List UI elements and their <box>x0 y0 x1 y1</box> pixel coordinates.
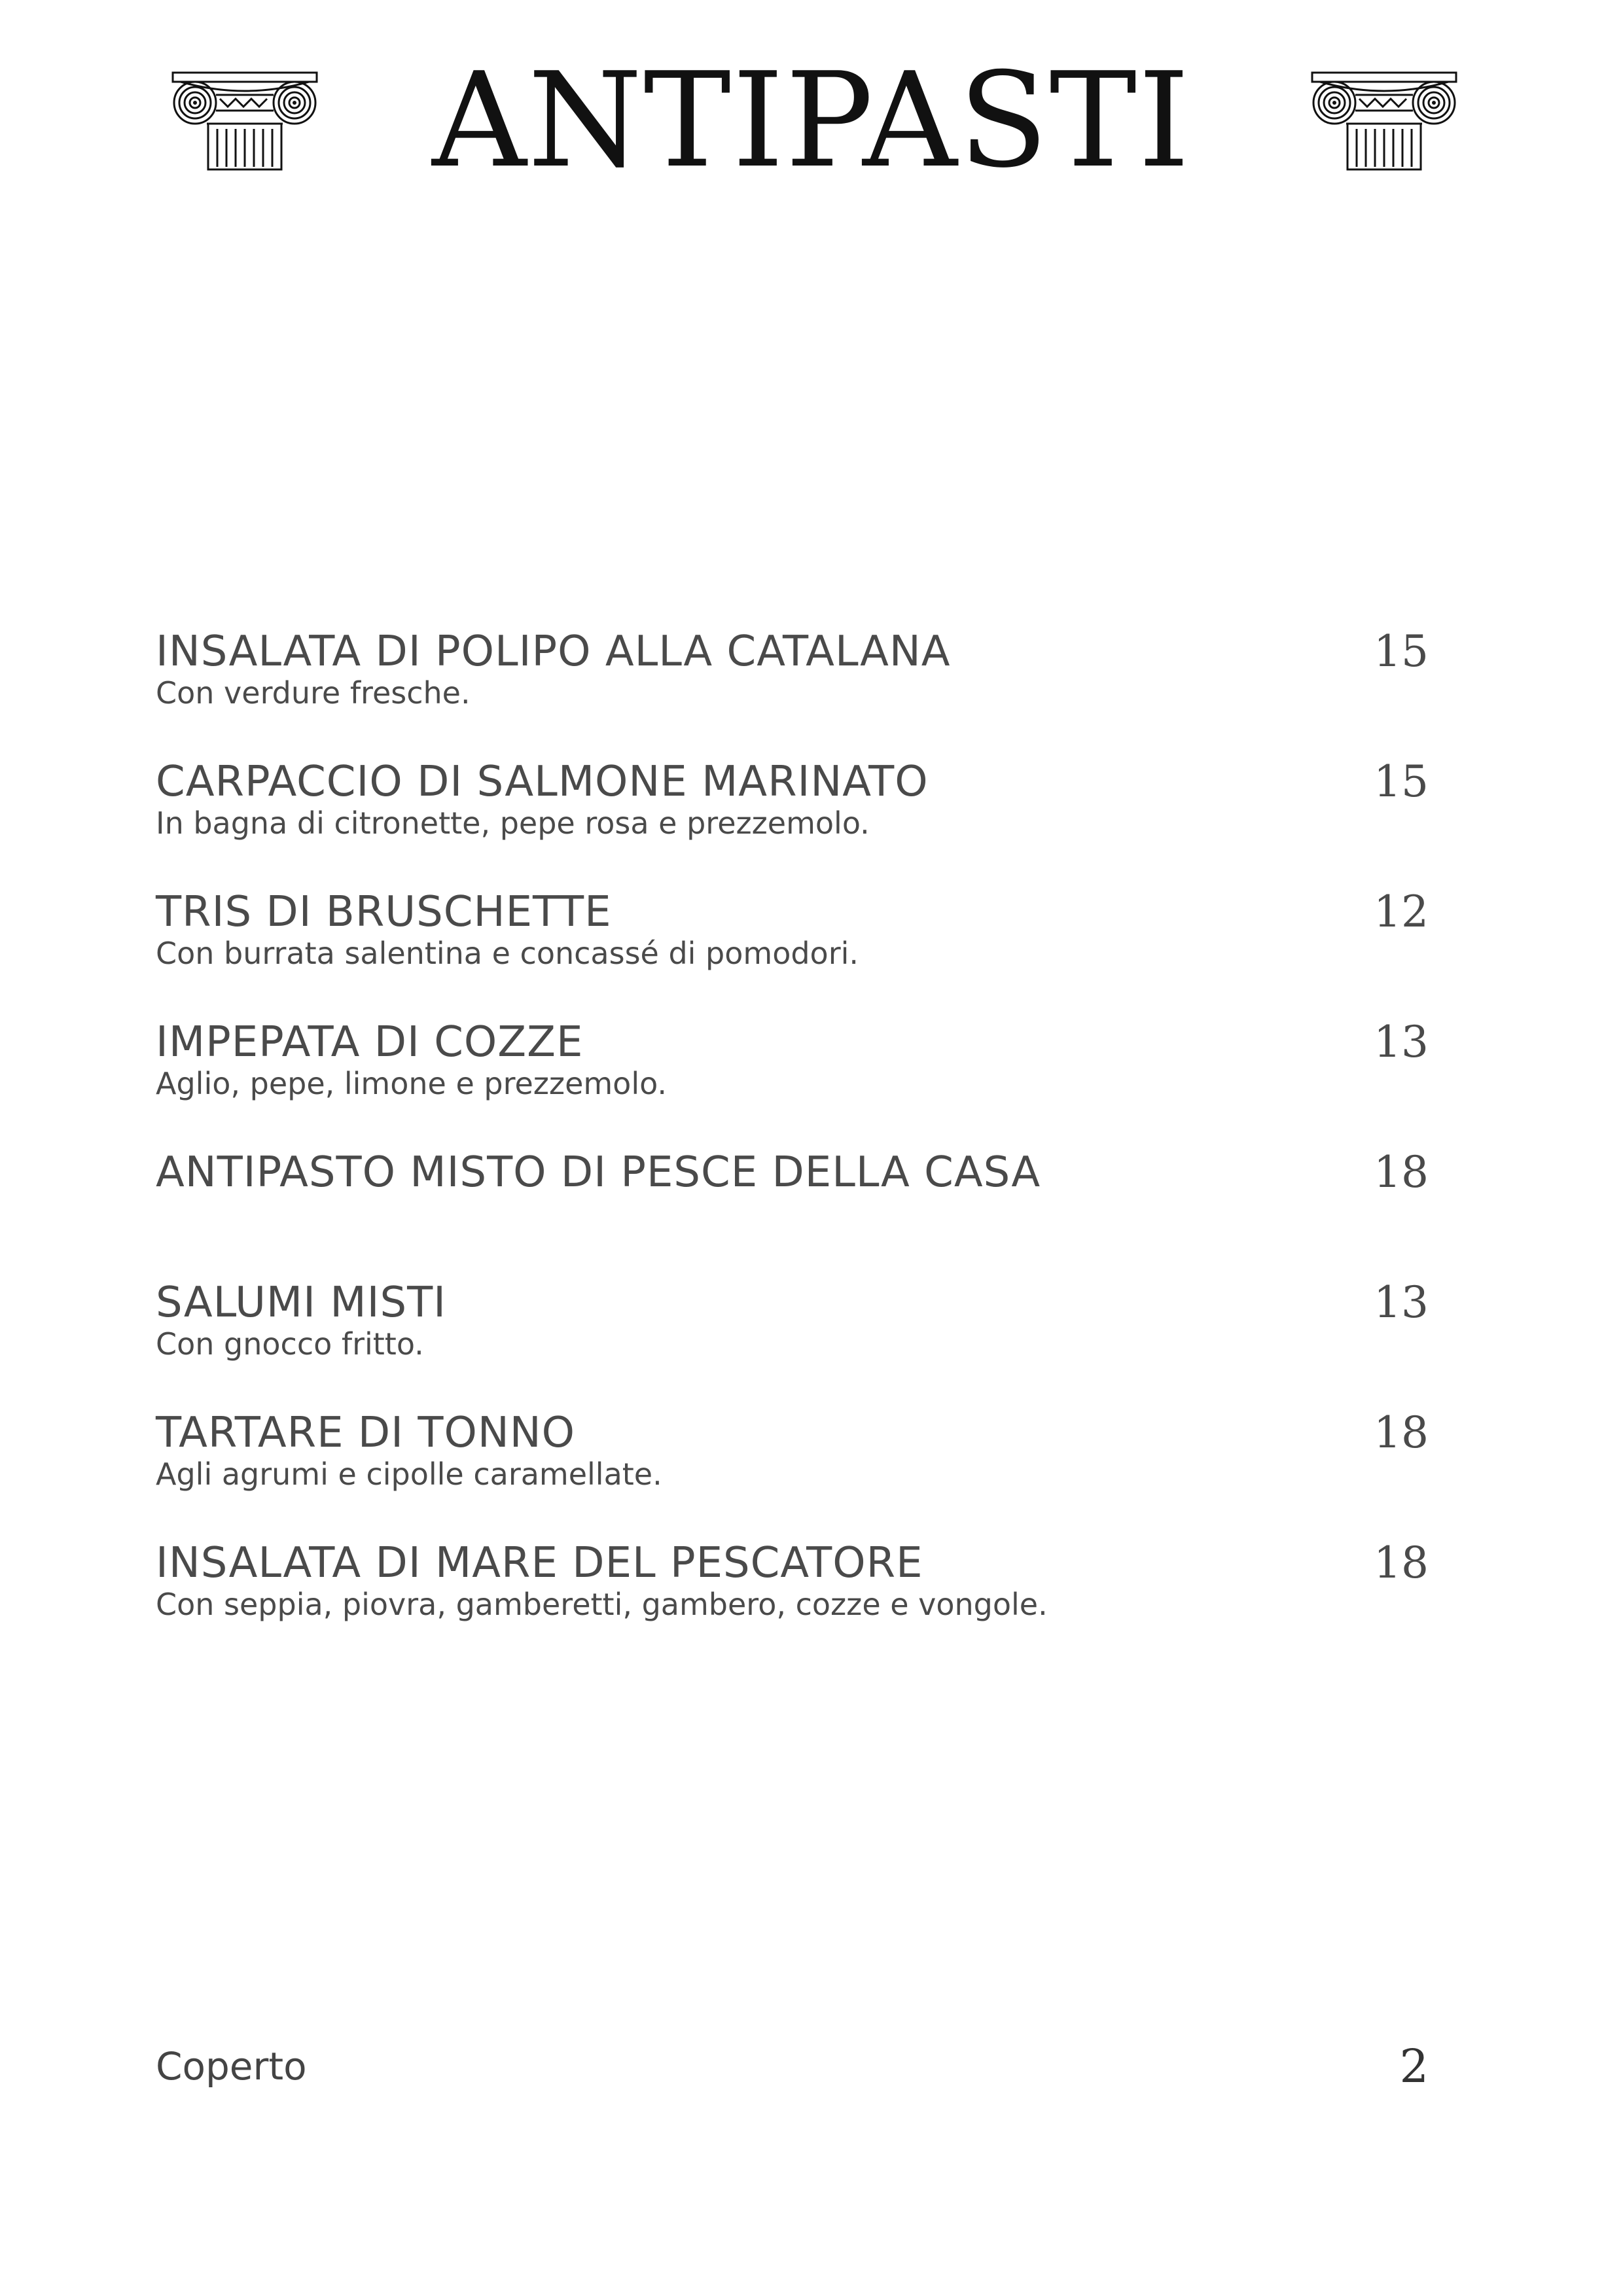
menu-item-name: INSALATA DI MARE DEL PESCATORE <box>156 1539 923 1587</box>
cover-charge-row <box>156 2040 1429 2099</box>
menu-item-name: IMPEPATA DI COZZE <box>156 1018 584 1067</box>
menu-item-description: Con burrata salentina e concassé di pomodori. <box>156 936 859 971</box>
menu-item-price: 12 <box>1374 887 1429 937</box>
menu-item-description: Agli agrumi e cipolle caramellate. <box>156 1457 662 1492</box>
menu-item-price: 15 <box>1374 626 1429 677</box>
menu-item-price: 18 <box>1374 1538 1429 1588</box>
page-header <box>0 0 1623 209</box>
menu-item-name: TARTARE DI TONNO <box>156 1409 575 1457</box>
menu-item-price: 13 <box>1374 1277 1429 1328</box>
menu-item-description: In bagna di citronette, pepe rosa e prezzemolo. <box>156 805 870 841</box>
menu-item-price: 18 <box>1374 1147 1429 1197</box>
page-title: ANTIPASTI <box>432 44 1191 197</box>
menu-item-description: Con seppia, piovra, gamberetti, gambero, cozze e vongole. <box>156 1587 1048 1622</box>
menu-item-name: INSALATA DI POLIPO ALLA CATALANA <box>156 627 951 676</box>
menu-item-price: 18 <box>1374 1407 1429 1458</box>
ionic-column-capital-icon <box>1307 69 1461 173</box>
menu-item-price: 13 <box>1374 1017 1429 1067</box>
menu-item-name: SALUMI MISTI <box>156 1279 447 1327</box>
menu-item-description: Con verdure fresche. <box>156 675 471 711</box>
menu-item-price: 15 <box>1374 756 1429 807</box>
cover-charge-price: 2 <box>1399 2040 1429 2093</box>
menu-item-name: TRIS DI BRUSCHETTE <box>156 888 612 936</box>
cover-charge-label: Coperto <box>156 2044 307 2089</box>
menu-item-name: ANTIPASTO MISTO DI PESCE DELLA CASA <box>156 1148 1041 1197</box>
menu-item-description: Con gnocco fritto. <box>156 1326 424 1362</box>
menu-item-description: Aglio, pepe, limone e prezzemolo. <box>156 1066 668 1101</box>
menu-item-name: CARPACCIO DI SALMONE MARINATO <box>156 758 929 806</box>
